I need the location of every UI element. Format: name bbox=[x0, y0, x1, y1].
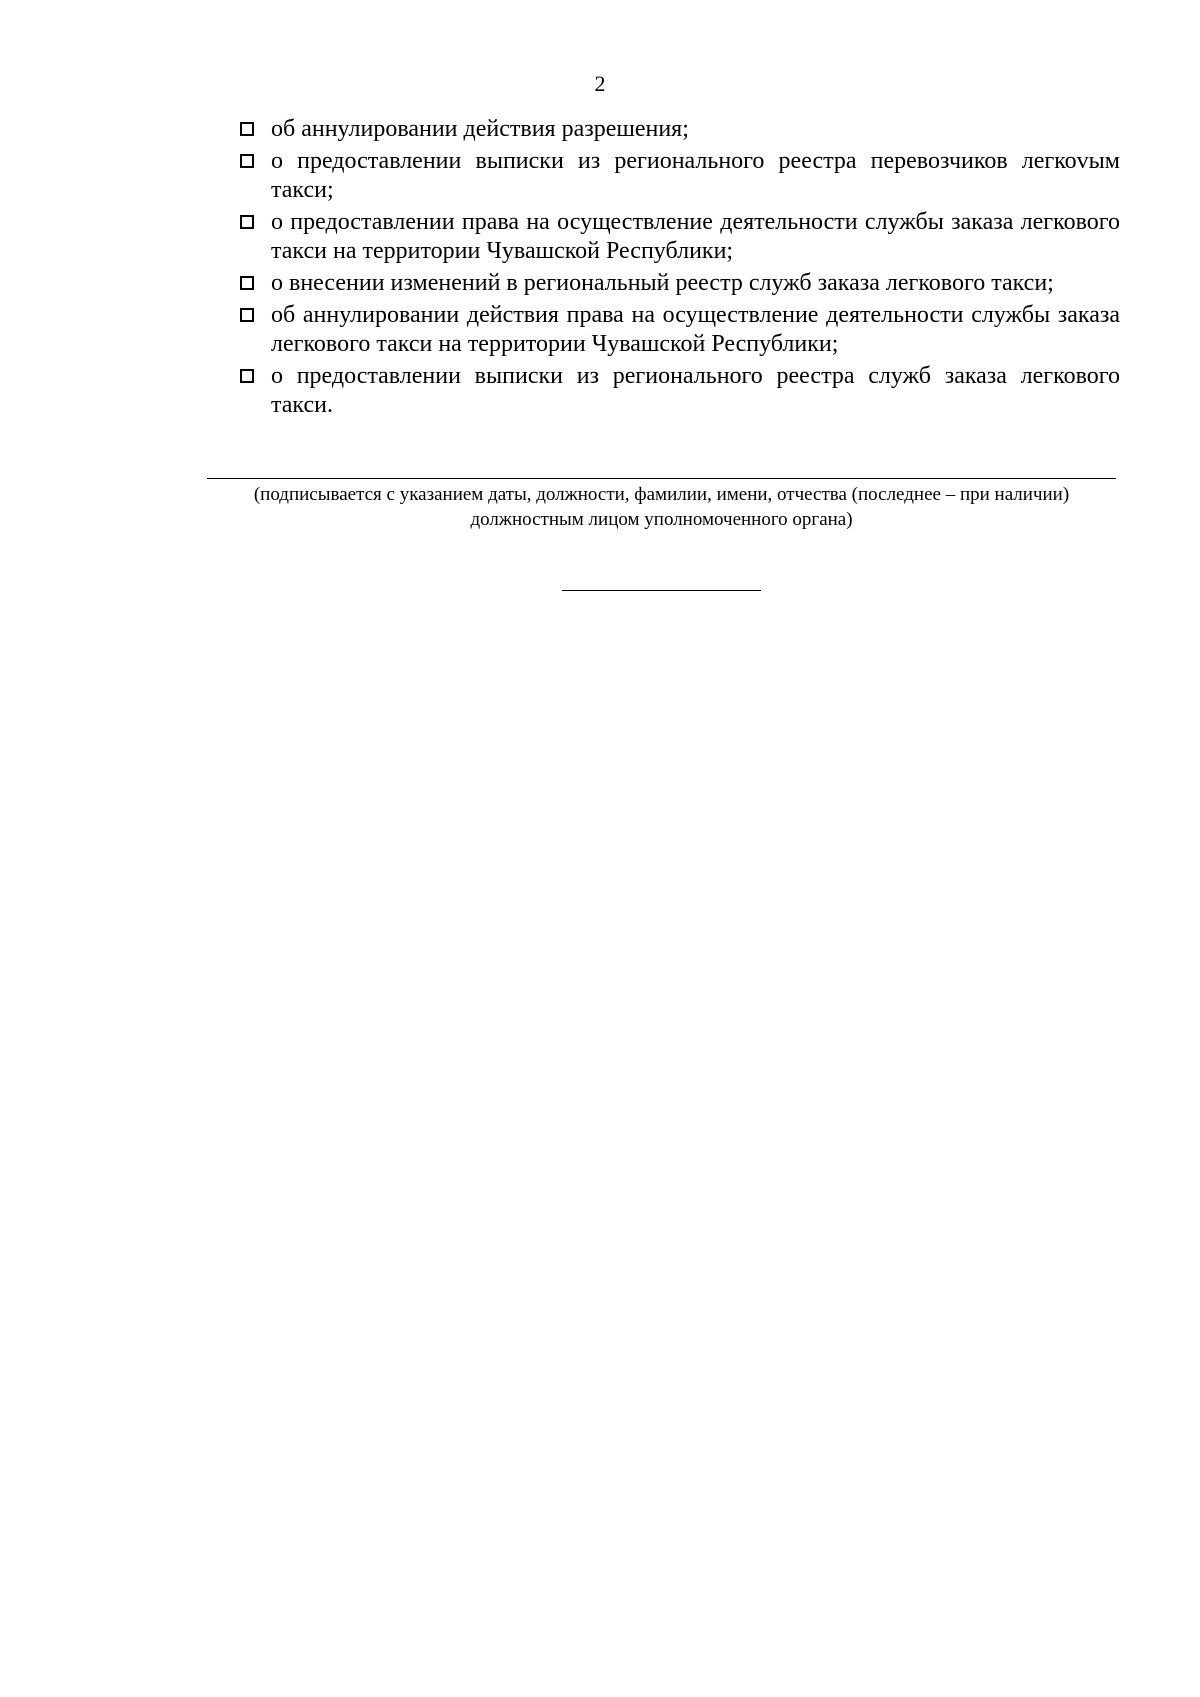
signature-note: (подписывается с указанием даты, должности, фамилии, имени, отчества (последнее – при наличии) должностным лицом уполномоченного органа) bbox=[253, 484, 1070, 530]
option-amend-dispatch-registry bbox=[240, 269, 1120, 298]
empty-checkbox-icon[interactable] bbox=[240, 154, 254, 168]
empty-checkbox-icon[interactable] bbox=[240, 276, 254, 290]
option-grant-dispatch-right bbox=[240, 208, 1120, 266]
signature-line bbox=[207, 478, 1116, 479]
option-annul-dispatch-right bbox=[240, 301, 1120, 359]
document-end-divider bbox=[562, 590, 761, 591]
option-annul-permit bbox=[240, 115, 1120, 144]
empty-checkbox-icon[interactable] bbox=[240, 308, 254, 322]
empty-checkbox-icon[interactable] bbox=[240, 369, 254, 383]
option-label: о внесении изменений в региональный реестр служб заказа легкового такси; bbox=[271, 270, 1054, 296]
option-label: о предоставлении выписки из регионального реестра служб заказа легкового такси. bbox=[271, 363, 1120, 418]
empty-checkbox-icon[interactable] bbox=[240, 122, 254, 136]
options-list bbox=[240, 115, 1120, 423]
option-label: об аннулировании действия разрешения; bbox=[271, 116, 689, 142]
option-label: о предоставлении выписки из регионального реестра перевозчиков легкоvым такси; bbox=[271, 148, 1120, 203]
option-carrier-registry-extract bbox=[240, 147, 1120, 205]
page-number: 2 bbox=[594, 71, 606, 96]
empty-checkbox-icon[interactable] bbox=[240, 215, 254, 229]
option-label: о предоставлении права на осуществление деятельности службы заказа легкового такси на территории Чувашской Республики; bbox=[271, 209, 1120, 264]
option-label: об аннулировании действия права на осуществление деятельности службы заказа легкового такси на территории Чувашской Республики; bbox=[271, 302, 1120, 357]
option-dispatch-registry-extract bbox=[240, 362, 1120, 420]
